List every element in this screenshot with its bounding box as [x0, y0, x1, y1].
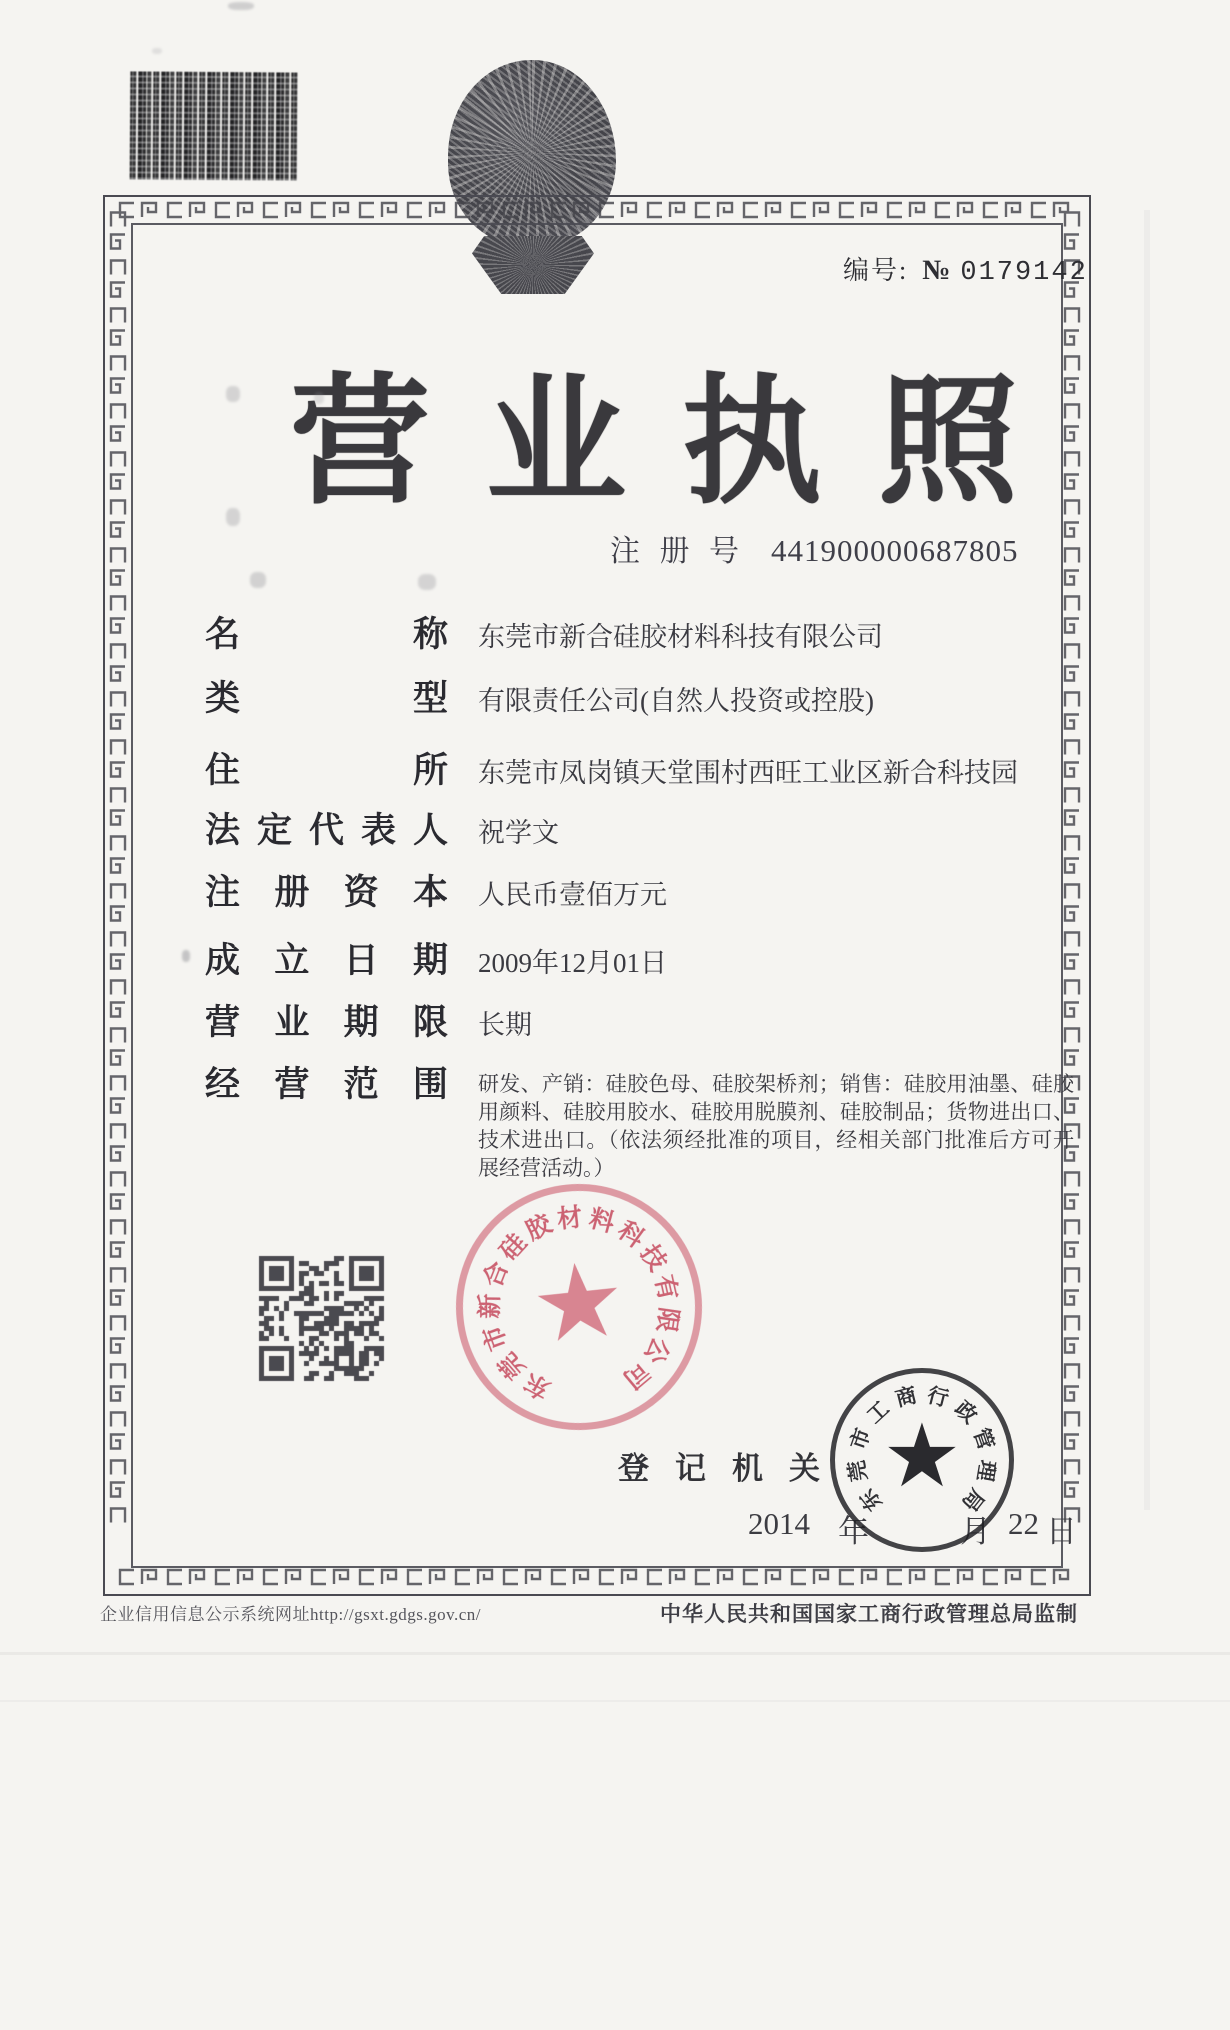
seal-ring-char: 材: [555, 1204, 584, 1234]
seal-ring-char: 新: [476, 1293, 505, 1319]
serial-number: 0179142: [960, 258, 1088, 288]
issue-date-day: 22: [1008, 1506, 1039, 1541]
field-row: [205, 616, 883, 655]
field-label: [205, 1066, 448, 1105]
scan-smudge: [228, 2, 254, 10]
qr-code-icon: [256, 1253, 388, 1385]
serial-label: 编号:: [843, 256, 909, 285]
star-icon: ★: [526, 1241, 632, 1366]
field-value: 长期: [478, 1010, 532, 1040]
field-value: 研发、产销：硅胶色母、硅胶架桥剂；销售：硅胶用油墨、硅胶用颜料、硅胶用胶水、硅胶用脱膜剂、硅胶制品；货物进出口、技术进出口。（依法须经批准的项目，经相关部门批准后方可开展经营活动。）: [478, 1072, 1074, 1180]
issue-date-year-unit: 年: [838, 1514, 869, 1549]
star-icon: ★: [882, 1408, 962, 1506]
seal-ring-char: 市: [845, 1425, 876, 1453]
seal-ring-char: 公: [638, 1332, 675, 1368]
field-label-char: 表: [360, 811, 396, 850]
field-label-char: 成: [205, 941, 241, 980]
field-label: [205, 616, 448, 655]
field-label-char: 立: [274, 941, 310, 980]
field-label: [205, 942, 448, 981]
field-label-char: 营: [274, 1065, 310, 1104]
field-label: [205, 812, 448, 851]
field-label-char: 期: [412, 941, 448, 980]
field-label-char: 限: [412, 1003, 448, 1042]
field-row: [205, 942, 667, 981]
field-label-char: 注: [205, 873, 241, 912]
seal-ring-char: 市: [478, 1321, 513, 1355]
seal-ring-char: 有: [649, 1272, 682, 1303]
field-label: [205, 1004, 448, 1043]
field-label-char: 期: [343, 1003, 379, 1042]
seal-ring-char: 限: [651, 1305, 682, 1335]
field-label-char: 本: [412, 873, 448, 912]
field-label-char: 经: [205, 1065, 241, 1104]
scan-smudge: [418, 574, 436, 590]
scan-streak: [0, 1652, 1230, 1655]
scan-smudge: [226, 386, 240, 402]
authority-seal: [830, 1368, 1014, 1552]
seal-ring-char: 局: [957, 1484, 990, 1516]
field-value: 人民币壹佰万元: [478, 880, 667, 910]
field-value: 东莞市新合硅胶材料科技有限公司: [478, 622, 883, 652]
field-value: 2009年12月01日: [478, 948, 667, 978]
field-row: [205, 752, 1018, 791]
field-row: [205, 680, 874, 719]
field-label-char: 围: [412, 1065, 448, 1104]
seal-ring-char: 莞: [844, 1458, 872, 1484]
field-value: 有限责任公司(自然人投资或控股): [478, 686, 874, 716]
field-label: [205, 752, 448, 791]
seal-ring-char: 行: [924, 1382, 952, 1412]
field-label-char: 册: [274, 873, 310, 912]
issue-date-day-unit: 日: [1046, 1514, 1077, 1549]
barcode-icon: [130, 71, 299, 180]
seal-ring-char: 管: [968, 1425, 999, 1453]
scan-smudge: [152, 48, 162, 54]
scan-streak: [0, 1700, 1230, 1702]
issue-date-year: 2014: [748, 1506, 810, 1541]
seal-ring-char: 东: [520, 1367, 555, 1403]
seal-ring-char: 商: [892, 1382, 920, 1412]
scan-smudge: [250, 572, 266, 588]
field-label-char: 日: [343, 941, 379, 980]
seal-ring-char: 东: [854, 1484, 887, 1516]
seal-ring-char: 司: [617, 1356, 655, 1394]
footer-issuing-authority: 中华人民共和国国家工商行政管理总局监制: [660, 1602, 1078, 1626]
seal-ring-char: 技: [634, 1240, 672, 1277]
field-value: 祝学文: [478, 818, 559, 848]
seal-ring-char: 工: [862, 1396, 894, 1429]
field-label-char: 营: [205, 1003, 241, 1042]
license-title: 营业执照: [290, 366, 1075, 521]
serial-line: [843, 250, 1088, 288]
seal-ring-char: 合: [479, 1258, 514, 1292]
field-label-char: 所: [412, 751, 448, 790]
scan-smudge: [314, 392, 324, 404]
field-label-char: 类: [205, 679, 241, 718]
field-row: [205, 812, 559, 851]
seal-ring-char: 政: [950, 1396, 982, 1429]
seal-ring-char: 理: [972, 1458, 1000, 1484]
field-label: [205, 874, 448, 913]
registration-line: [610, 526, 1019, 570]
field-label-char: 人: [412, 811, 448, 850]
numero-sign: №: [922, 255, 953, 286]
field-row: [205, 1066, 1074, 1182]
field-label-char: 资: [343, 873, 379, 912]
field-label-char: 名: [205, 615, 241, 654]
issue-date-month-unit: 月: [960, 1514, 991, 1549]
field-label-char: 代: [308, 811, 344, 850]
seal-ring-char: 料: [586, 1205, 618, 1238]
seal-ring-char: 硅: [495, 1229, 532, 1266]
scan-streak: [1144, 210, 1150, 1510]
field-label-char: 型: [412, 679, 448, 718]
scan-smudge: [226, 508, 240, 526]
field-label-char: 住: [205, 751, 241, 790]
seal-ring-char: 胶: [521, 1210, 557, 1246]
field-label-char: 法: [205, 811, 241, 850]
registration-label: 注 册 号: [610, 535, 745, 568]
seal-ring-char: 科: [612, 1216, 649, 1254]
seal-ring-char: 莞: [493, 1346, 531, 1384]
field-label-char: 称: [412, 615, 448, 654]
footer-public-info-url: 企业信用信息公示系统网址http://gsxt.gdgs.gov.cn/: [100, 1605, 481, 1624]
field-label: [205, 680, 448, 719]
field-label-char: 定: [256, 811, 292, 850]
field-label-char: 业: [274, 1003, 310, 1042]
scan-smudge: [182, 950, 190, 962]
field-value: 东莞市凤岗镇天堂围村西旺工业区新合科技园: [478, 758, 1018, 788]
field-label-char: 范: [343, 1065, 379, 1104]
registration-number: 441900000687805: [771, 533, 1019, 568]
registry-authority-label: 登记机关: [618, 1451, 846, 1486]
field-row: [205, 874, 667, 913]
field-row: [205, 1004, 532, 1043]
